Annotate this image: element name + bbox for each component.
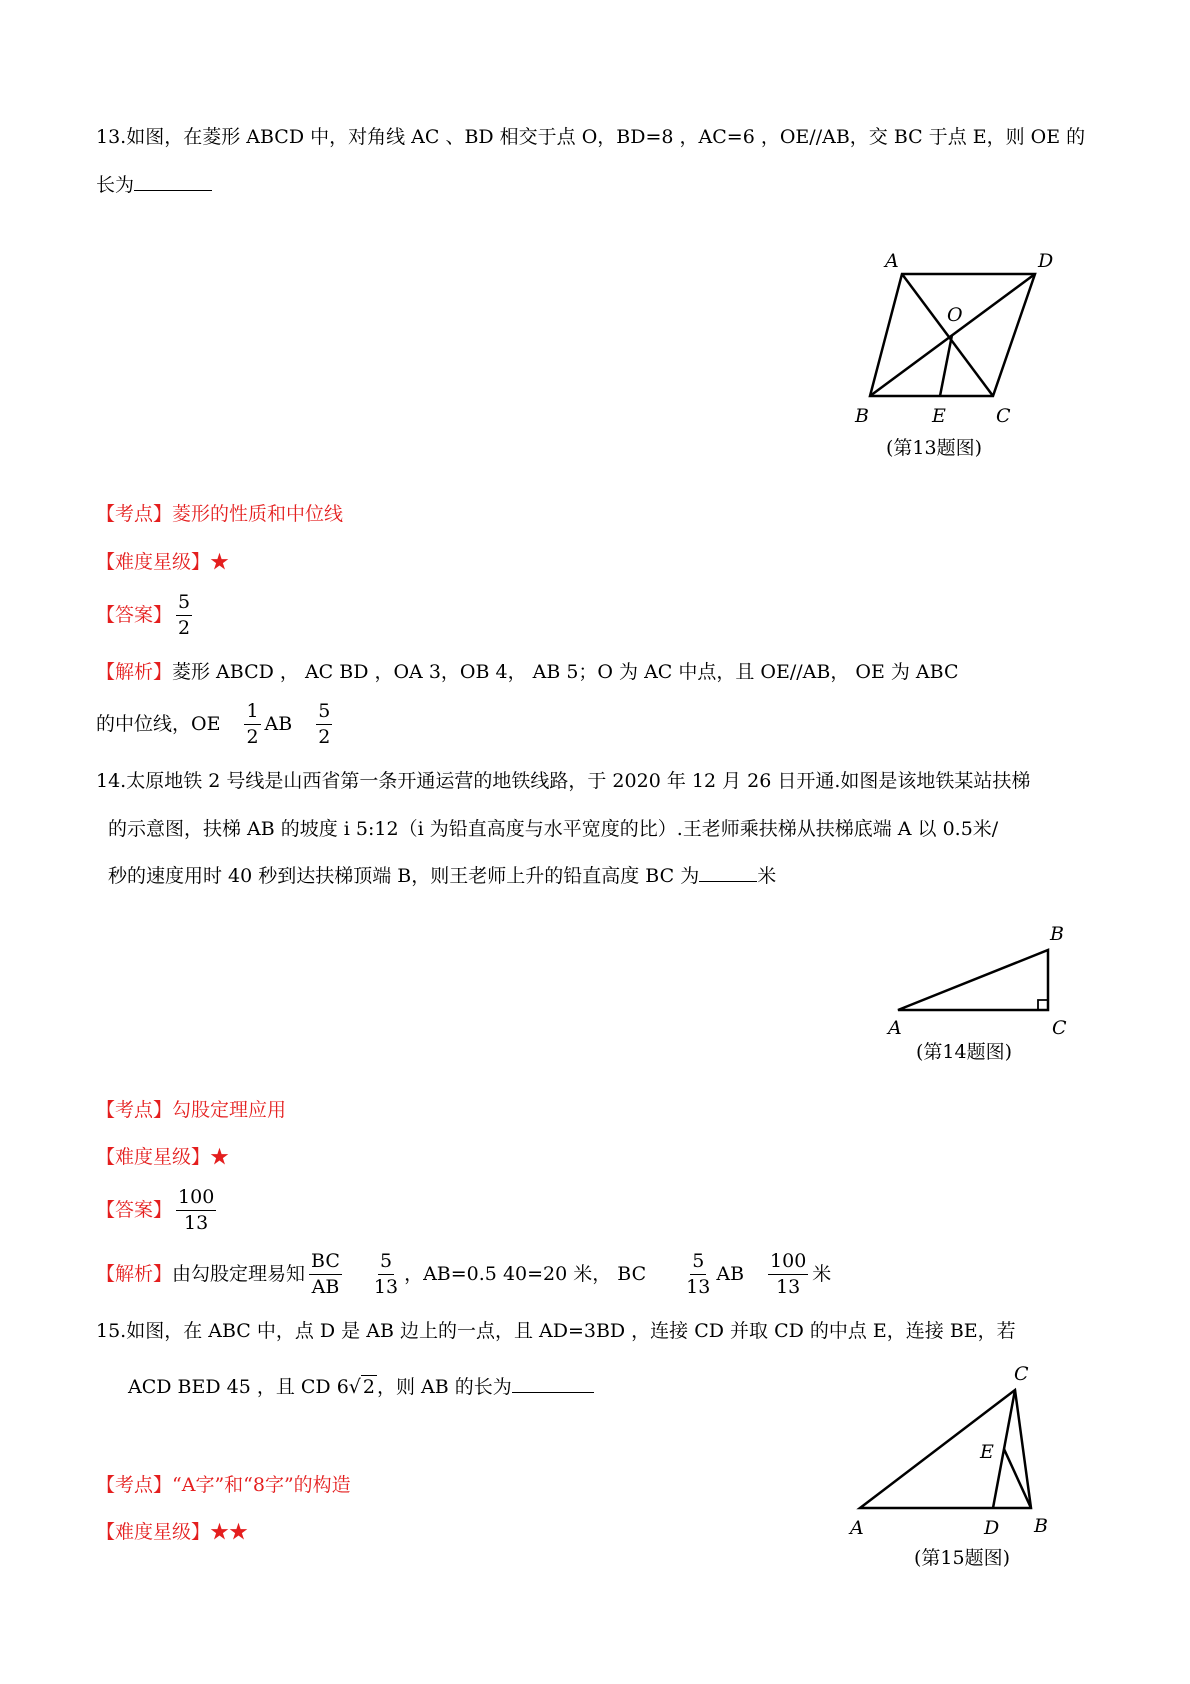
- q13-daan-tag: 【答案】: [96, 604, 173, 626]
- q14-daan-fraction: [176, 1185, 216, 1234]
- q14-jiexi-frac-2: [372, 1249, 400, 1298]
- q14-right-angle-mark: [1038, 1000, 1048, 1010]
- q14-jiexi-frac-4: [768, 1249, 808, 1298]
- q13-jiexi-line-2-b: AB: [264, 713, 293, 735]
- q14-line-3-end: 米: [757, 865, 777, 887]
- q13-jiexi-line-1: 菱形 ABCD ， AC BD ，OA 3，OB 4， AB 5；O 为 AC 中点，且 OE//AB， OE 为 ABC: [172, 661, 959, 683]
- q13-nandu-tag: 【难度星级】: [96, 551, 211, 573]
- q14-daan: [96, 1184, 220, 1236]
- q13-nandu-stars: ★: [210, 551, 230, 573]
- q13-jiexi-frac-2-den: 2: [318, 725, 331, 748]
- q14-jiexi-tag: 【解析】: [96, 1263, 173, 1285]
- q14-line-3-text: 秒的速度用时 40 秒到达扶梯顶端 B，则王老师上升的铅直高度 BC 为: [108, 865, 700, 887]
- q14-jiexi-frac-2-num: 5: [378, 1252, 394, 1275]
- q14-line-1: 14.太原地铁 2 号线是山西省第一条开通运营的地铁线路，于 2020 年 12 月 26 日开通.如图是该地铁某站扶梯: [96, 770, 1031, 792]
- q14-daan-den: 13: [184, 1211, 209, 1234]
- q13-kaodian-text: 菱形的性质和中位线: [172, 503, 344, 525]
- q15-sqrt-radicand: 2: [362, 1376, 375, 1398]
- q14-jiexi-frac-2-den: 13: [373, 1275, 399, 1298]
- q15-kaodian-text: “A字”和“8字”的构造: [172, 1474, 351, 1496]
- q13-jiexi-1: [96, 658, 959, 686]
- q13-daan-den: 2: [178, 616, 191, 639]
- q15-line-2-b: ，则 AB 的长为: [377, 1376, 512, 1398]
- q14-jiexi-frac-4-num: 100: [768, 1252, 808, 1275]
- q15-line-2-a: ACD BED 45 ，且 CD 6: [128, 1376, 349, 1398]
- q14-jiexi-frac-1: [309, 1249, 342, 1298]
- q14-jiexi-c: AB: [716, 1263, 745, 1285]
- q14-figure: [880, 920, 1080, 1070]
- q13-label-d: D: [1038, 250, 1054, 272]
- q14-caption: (第14题图): [916, 1041, 1013, 1063]
- q15-nandu-tag: 【难度星级】: [96, 1521, 211, 1543]
- q14-jiexi-frac-3-num: 5: [690, 1252, 706, 1275]
- q13-label-c: C: [996, 405, 1011, 427]
- q13-jiexi-2: [96, 696, 336, 752]
- q14-kaodian: [96, 1096, 286, 1124]
- q13-answer-blank: [134, 188, 212, 191]
- q15-label-c: C: [1014, 1363, 1029, 1385]
- q14-nandu: [96, 1143, 229, 1171]
- q14-jiexi: [96, 1246, 831, 1302]
- q14-label-b: B: [1050, 923, 1064, 945]
- q14-jiexi-frac-4-den: 13: [776, 1275, 801, 1298]
- q14-line-3: [108, 862, 776, 890]
- q13-kaodian-tag: 【考点】: [96, 503, 173, 525]
- q13-jiexi-frac-2: [316, 699, 332, 748]
- q13-daan-fraction: [176, 590, 192, 639]
- q13-diagonal-ac: [902, 274, 993, 396]
- q14-nandu-stars: ★: [210, 1146, 230, 1168]
- q13-jiexi-frac-2-num: 5: [316, 702, 332, 725]
- q14-answer-blank: [699, 879, 757, 882]
- q13-jiexi-tag: 【解析】: [96, 661, 173, 683]
- q13-daan-num: 5: [176, 593, 192, 616]
- q14-kaodian-text: 勾股定理应用: [172, 1099, 287, 1121]
- q14-jiexi-b: ，AB=0.5 40=20 米， BC: [404, 1263, 647, 1285]
- q13-kaodian: [96, 500, 343, 528]
- q15-label-b: B: [1034, 1515, 1048, 1537]
- q15-answer-blank: [512, 1390, 594, 1393]
- q15-label-d: D: [984, 1517, 1000, 1539]
- q13-figure: [850, 240, 1054, 460]
- q15-line-1: 15.如图，在 ABC 中，点 D 是 AB 边上的一点，且 AD=3BD ，连接 CD 并取 CD 的中点 E，连接 BE，若: [96, 1320, 1016, 1342]
- q14-label-a: A: [888, 1017, 902, 1039]
- q14-jiexi-d: 米: [812, 1263, 832, 1285]
- q14-jiexi-a: 由勾股定理易知: [172, 1263, 306, 1285]
- q13-line-2: [96, 171, 212, 199]
- q15-label-a: A: [850, 1517, 864, 1539]
- q15-nandu: [96, 1518, 248, 1546]
- q14-line-2: 的示意图，扶梯 AB 的坡度 i 5:12（i 为铅直高度与水平宽度的比）.王老师乘扶梯从扶梯底端 A 以 0.5米/: [108, 818, 999, 840]
- q15-nandu-stars: ★★: [210, 1521, 249, 1543]
- q15-kaodian-tag: 【考点】: [96, 1474, 173, 1496]
- q13-nandu: [96, 548, 229, 576]
- q13-line-2-text: 长为: [96, 174, 135, 196]
- q13-label-b: B: [855, 405, 869, 427]
- q15-sqrt: √ 2: [348, 1376, 375, 1398]
- q14-kaodian-tag: 【考点】: [96, 1099, 173, 1121]
- q13-jiexi-frac-1: [244, 699, 260, 748]
- q13-diagonal-bd: [870, 274, 1035, 396]
- q14-label-c: C: [1052, 1017, 1067, 1039]
- q14-daan-tag: 【答案】: [96, 1199, 173, 1221]
- q14-jiexi-frac-3-den: 13: [686, 1275, 711, 1298]
- q13-label-a: A: [885, 250, 899, 272]
- q14-triangle: [898, 950, 1048, 1010]
- q15-kaodian: [96, 1471, 351, 1499]
- q13-label-e: E: [932, 405, 946, 427]
- q13-jiexi-frac-1-den: 2: [246, 725, 259, 748]
- q14-jiexi-frac-1-den: AB: [311, 1275, 340, 1298]
- q15-figure: [850, 1362, 1060, 1572]
- q15-label-e: E: [980, 1441, 994, 1463]
- q13-jiexi-line-2-a: 的中位线，OE: [96, 713, 221, 735]
- q15-line-2: [128, 1373, 594, 1401]
- q13-jiexi-frac-1-num: 1: [244, 702, 260, 725]
- q14-jiexi-frac-1-num: BC: [309, 1252, 342, 1275]
- q14-triangle-diagram: [880, 920, 1080, 1070]
- q14-nandu-tag: 【难度星级】: [96, 1146, 211, 1168]
- q13-rhombus-diagram: [850, 240, 1054, 460]
- q15-caption: (第15题图): [914, 1547, 1011, 1569]
- q13-label-o: O: [947, 304, 963, 326]
- q13-line-1: 13.如图，在菱形 ABCD 中，对角线 AC 、BD 相交于点 O，BD=8 ，AC=6 ，OE//AB，交 BC 于点 E，则 OE 的: [96, 126, 1086, 148]
- q13-caption: (第13题图): [886, 437, 983, 459]
- q15-triangle-diagram: [850, 1362, 1060, 1572]
- q14-daan-num: 100: [176, 1188, 216, 1211]
- q14-jiexi-frac-3: [684, 1249, 712, 1298]
- q13-daan: [96, 590, 196, 640]
